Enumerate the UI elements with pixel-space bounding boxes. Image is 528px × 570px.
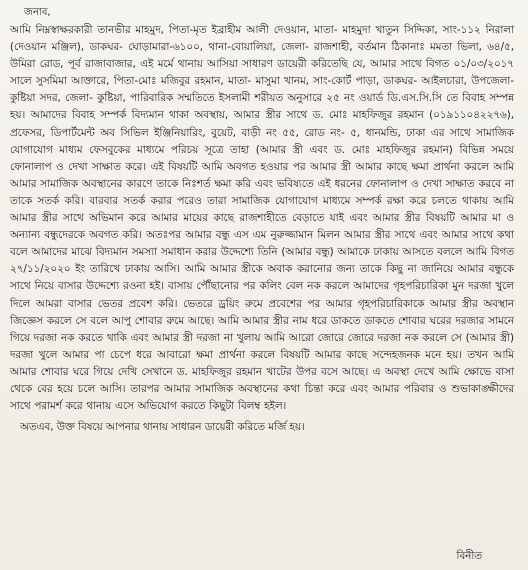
closing-line: অতএব, উক্ত বিষয়ে আপনার থানায় সাধারন ডায়েরী করিতে মর্জি হয়। (20, 421, 305, 434)
letter-body: আমি নিম্নস্বাক্ষরকারী তানভীর মাহমুদ, পিতা-মৃত ইব্রাহীম আলী দেওয়ান, মাতা- মাহমুদা খাতুন সিদ্দিকা, সাং-১১২ নিরালা (দেওয়ান মঞ্জিল), ডাকঘর- ঘোড়ামারা-৬১০০, থানা-বোয়ালিয়া, জেলা- রাজশাহী, বর্তমান ঠিকানাঃ মমতা ভিলা, ৬৪/৫, উমিরা রোড, পূর্ব রাজাবাজার, এই মর্মে থানায় আসিয়া সাধারণ ডায়েরী করিতেছি যে, আমার সাথে বিগত ০১/০৩/২০১৭ সালে সুসমিমা আক্তারে, পিতা-মোঃ মজিবুর রহমান, মাতা- মাসুমা খানম, সাং-কোর্ট পাড়া, ডাকঘর- আইলচারা, উপজেলা-কুষ্টিয়া সদর, জেলা- কুষ্টিয়া, পারিবারিক সম্মতিতে ইসলামী শরীয়ত অনুসারে ২৫ নং ওয়ার্ড ডি.এস.সি.সি তে বিবাহ সম্পন্ন হয়। আমাদের বিবাহ সম্পর্ক বিদ্যমান থাকা অবস্থায়, আমার স্ত্রীর সাথে ড. মোঃ মাহফিজুর রহমান (০১৯১১০৪২২৭৬), প্রফেসর, ডিপার্টমেন্ট অব সিভিল ইঞ্জিনিয়ারিং, বুয়েট, বাড়ী নং ৫৫, রোড নং- ৫, ধানমন্ডি, ঢাকা এর সাথে সামাজিক যোগাযোগ মাধ্যম ফেসবুকের মাধ্যমে পরিচয় সূত্রে তাহা (আমার স্ত্রী এবং ড. মোঃ মাহফিজুর রহমান) বিভিন্ন সময়ে ফোনালাপ ও দেখা সাক্ষাত করে। এই বিষয়টি আমি অবগত হওয়ার পর আমার স্ত্রী আমার কাছে ক্ষমা প্রার্থনা করলে আমি আমার সামাজিক অবস্থানের কারণে তাকে নিঃশর্ত ক্ষমা করি এবং ভবিষ্যতে এই ধরনের ফোনালাপ ও দেখা সাক্ষাত করবে না তাকে সতর্ক করি। বারবার সতর্ক করার পরেও তারা সামাজিক যোগাযোগ মাধ্যমে সম্পর্ক রক্ষা করে চলতে থাকায় আমি আমার স্ত্রীর সাথে অভিমান করে আমার মায়ের কাছে রাজশাহীতে বেড়াতে যাই এবং আমার স্ত্রীর বিষয়টি আমার মা ও অন্যান্য বন্ধুদেরকে অবগত করি। অতঃপর আমার বন্ধু এস এম নুরুজ্জামান মিলন আমার স্ত্রীর সাথে এবং আমার সাথে কথা বলে আমাদের মাঝে বিদ্যমান সমস্যা সমাধান করার উদ্দেশ্যে তিনি (আমার বন্ধু) আমাকে ঢাকায় আসতে বললে আমি বিগত ২৭/১১/২০২০ ইং তারিখে ঢাকায় আসি। আমি আমার স্ত্রীকে অবাক করানোর জন্য তাকে কিছু না জানিয়ে আমার বন্ধুকে সাথে নিয়ে বাসার উদ্দেশ্যে রওনা হই। বাসায় পৌঁছানোর পর কলিং বেল নক করলে আমাদের গৃহপরিচারিকা মুন দরজা খুলে দিলে আমরা বাসার ভেতর প্রবেশ করি। ভেতরে ড্রয়িং রুমে প্রবেশের পর আমার গৃহপরিচারিকাকে আমার স্ত্রীর অবস্থান জিজ্ঞেস করলে সে বলে আপু শোবার রুমে আছে। আমি আমার স্ত্রীর নাম ধরে ডাকতে ডাকতে শোবার ঘরের দরজার সামনে গিয়ে দরজা নক করতে থাকি এবং আমার স্ত্রী দরজা না খুলায় আমি আরো জোরে জোরে দরজা নক করলে সে (আমার স্ত্রী) দরজা খুলে আমার পা চেপে ধরে আবারো ক্ষমা প্রার্থনা করলে বিষয়টি আমার কাছে সন্দেহজনক মনে হয়। তখন আমি আমার শোবার ঘরে গিয়ে দেখি সেখানে ড. মাহফিজুর রহমান খাটের উপর বসে আছে। এ অবস্থা দেখে আমি ক্ষোভে বাসা থেকে বের হয়ে চলে আসি। তারপর আমার সামাজিক অবস্থানের কথা চিন্তা করে এবং আমার পরিবার ও শুভাকাঙ্ক্ষীদের সাথে পরামর্শ করে থানায় এসে অভিযোগ করতে কিছুটা বিলম্ব হইল। (10, 24, 514, 413)
signoff: বিনীত (456, 550, 482, 562)
salutation: জনাব, (24, 7, 51, 18)
